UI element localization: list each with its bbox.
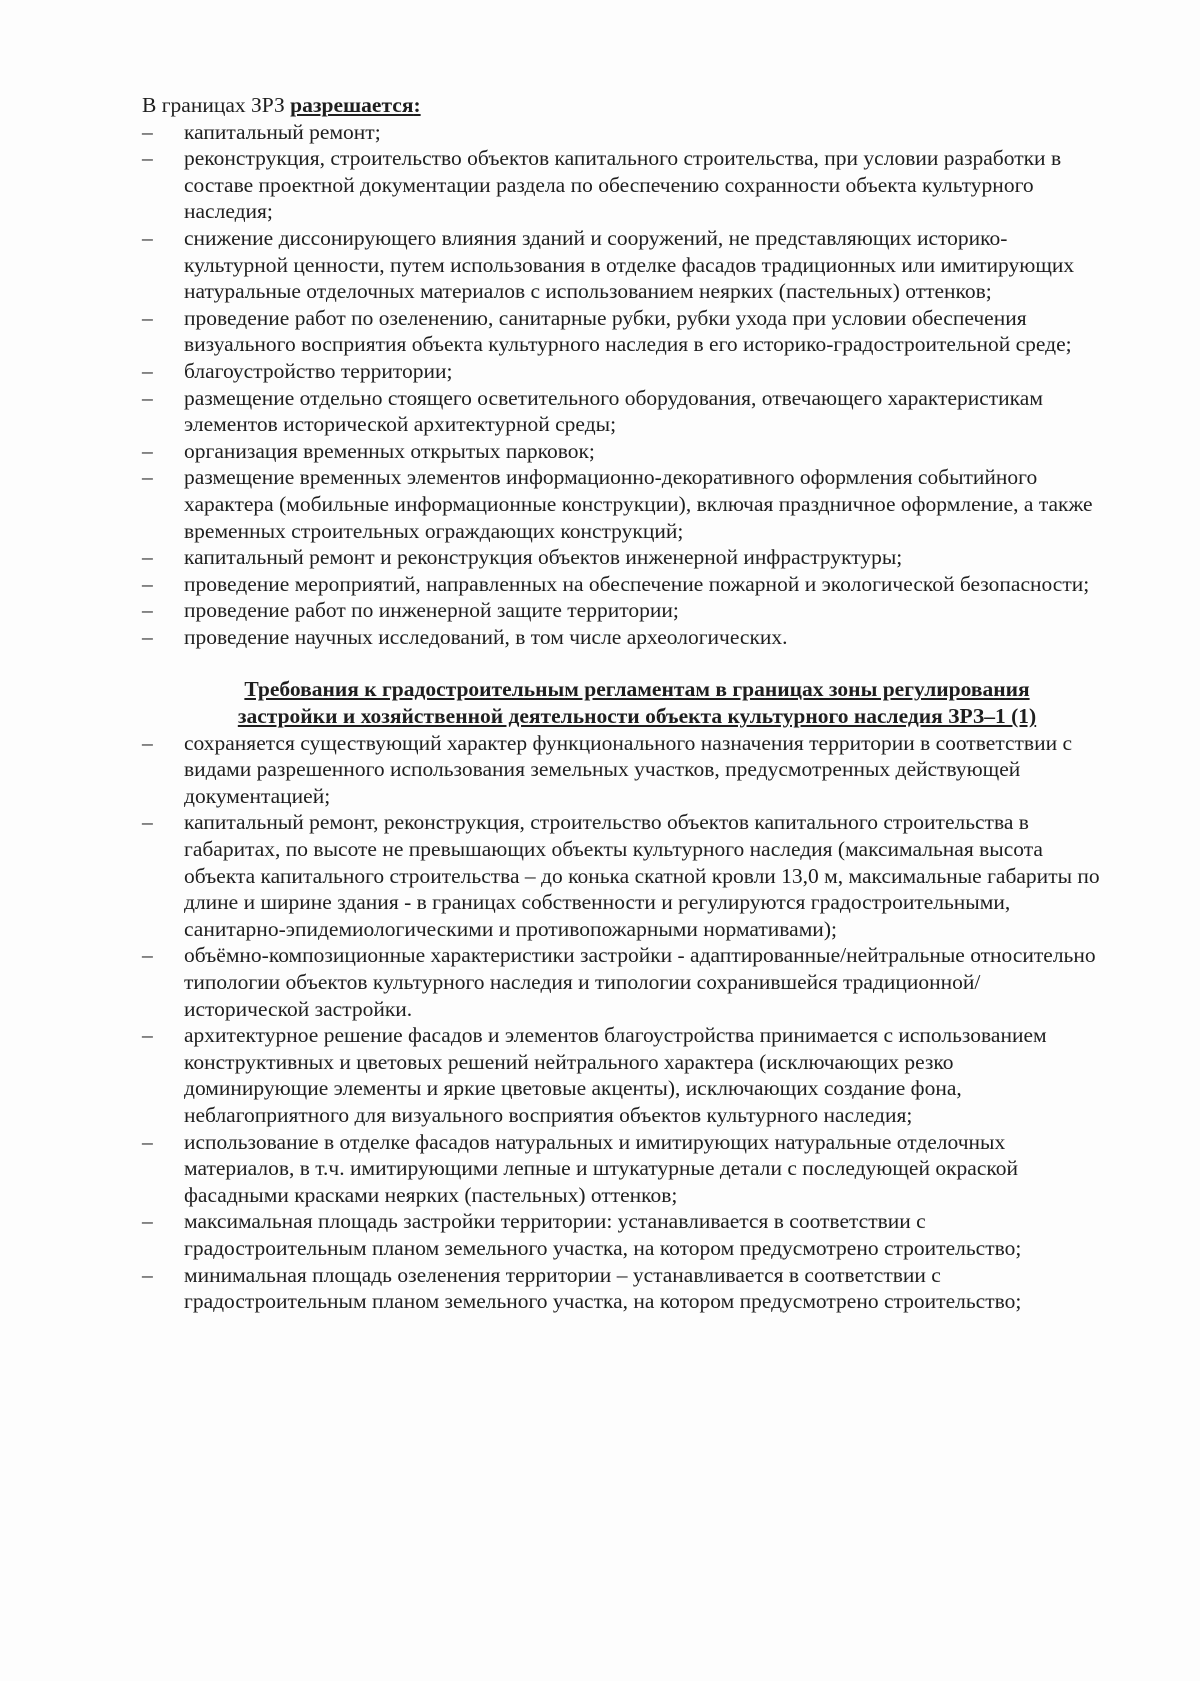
list-item <box>142 1262 1102 1315</box>
list-item-text: реконструкция, строительство объектов капитального строительства, при условии разработки в составе проектной документации раздела по обеспечению сохранности объекта культурного наследия; <box>184 146 1062 224</box>
list-item <box>142 119 1102 146</box>
section1-list <box>142 119 1102 651</box>
list-item <box>142 1022 1102 1128</box>
list-item-text: благоустройство территории; <box>184 358 453 383</box>
dash-marker: – <box>142 624 153 649</box>
list-item-text: проведение мероприятий, направленных на обеспечение пожарной и экологической безопасности; <box>184 571 1090 596</box>
list-item <box>142 544 1102 571</box>
list-item-text: архитектурное решение фасадов и элементов благоустройства принимается с использованием конструктивных и цветовых решений нейтрального характера (исключающих резко доминирующие элементы и яркие цветовые акценты), исключающих создание фона, неблагоприятного для визуального восприятия объектов культурного наследия; <box>184 1023 1047 1127</box>
list-item <box>142 385 1102 438</box>
section1-intro <box>142 92 1102 119</box>
list-item-text: размещение отдельно стоящего осветительного оборудования, отвечающего характеристикам элементов исторической архитектурной среды; <box>184 385 1043 437</box>
dash-marker: – <box>142 598 153 623</box>
dash-marker: – <box>142 1129 153 1154</box>
list-item <box>142 305 1102 358</box>
list-item <box>142 1208 1102 1261</box>
list-item-text: объёмно-композиционные характеристики застройки - адаптированные/нейтральные относительно типологии объектов культурного наследия и типологии сохранившейся традиционной/исторической застройки. <box>184 943 1096 1021</box>
dash-marker: – <box>142 119 153 144</box>
section2-heading-line2: застройки и хозяйственной деятельности объекта культурного наследия ЗРЗ–1 (1) <box>237 704 1037 729</box>
list-item <box>142 571 1102 598</box>
dash-marker: – <box>142 730 153 755</box>
document-body <box>142 92 1102 1315</box>
intro-emphasis: разрешается <box>290 93 414 117</box>
dash-marker: – <box>142 465 153 490</box>
intro-suffix: : <box>413 93 421 117</box>
section2-list <box>142 730 1102 1315</box>
list-item-text: максимальная площадь застройки территории: устанавливается в соответствии с градостроительным планом земельного участка, на котором предусмотрено строительство; <box>184 1209 1022 1260</box>
list-item-text: проведение работ по озеленению, санитарные рубки, рубки ухода при условии обеспечения визуального восприятия объекта культурного наследия в его историко-градостроительной среде; <box>184 305 1072 357</box>
list-item-text: снижение диссонирующего влияния зданий и сооружений, не представляющих историко-культурной ценности, путем использования в отделке фасадов традиционных или имитирующих натуральные отделочных материалов с использованием неярких (пастельных) оттенков; <box>184 225 1075 304</box>
list-item <box>142 145 1102 225</box>
list-item-text: организация временных открытых парковок; <box>184 438 595 463</box>
list-item-text: капитальный ремонт и реконструкция объектов инженерной инфраструктуры; <box>184 545 903 570</box>
list-item <box>142 942 1102 1022</box>
list-item <box>142 225 1102 305</box>
list-item <box>142 597 1102 624</box>
list-item-text: минимальная площадь озеленения территории – устанавливается в соответствии с градостроительным планом земельного участка, на котором предусмотрено строительство; <box>184 1262 1022 1314</box>
dash-marker: – <box>142 385 153 410</box>
list-item <box>142 730 1102 810</box>
list-item <box>142 1129 1102 1209</box>
list-item-text: сохраняется существующий характер функционального назначения территории в соответствии с видами разрешенного использования земельных участков, предусмотренных действующей документацией; <box>184 730 1073 808</box>
dash-marker: – <box>142 1262 153 1287</box>
list-item-text: проведение научных исследований, в том числе археологических. <box>184 624 788 649</box>
dash-marker: – <box>142 1023 153 1048</box>
dash-marker: – <box>142 810 153 835</box>
list-item <box>142 809 1102 942</box>
intro-prefix: В границах ЗРЗ <box>142 93 291 117</box>
list-item-text: капитальный ремонт, реконструкция, строительство объектов капитального строительства в габаритах, по высоте не превышающих объекты культурного наследия (максимальная высота объекта капитального строительства – до конька скатной кровли 13,0 м, максимальные габариты по длине и ширине здания - в границах собственности и регулируются градостроительными, санитарно-эпидемиологическими и противопожарными нормативами); <box>184 810 1100 941</box>
dash-marker: – <box>142 943 153 968</box>
list-item-text: капитальный ремонт; <box>184 119 381 144</box>
dash-marker: – <box>142 438 153 463</box>
dash-marker: – <box>142 305 153 330</box>
dash-marker: – <box>142 1209 153 1234</box>
list-item-text: проведение работ по инженерной защите территории; <box>184 598 679 623</box>
list-item <box>142 464 1102 544</box>
dash-marker: – <box>142 146 153 171</box>
list-item <box>142 358 1102 385</box>
list-item-text: использование в отделке фасадов натуральных и имитирующих натуральные отделочных материалов, в т.ч. имитирующими лепные и штукатурные детали с последующей окраской фасадными красками неярких (пастельных) оттенков; <box>184 1129 1018 1207</box>
list-item <box>142 624 1102 651</box>
section2-heading <box>142 676 1102 729</box>
list-item <box>142 438 1102 465</box>
dash-marker: – <box>142 225 153 250</box>
dash-marker: – <box>142 545 153 570</box>
list-item-text: размещение временных элементов информационно-декоративного оформления событийного характера (мобильные информационные конструкции), включая праздничное оформление, а также временных строительных ограждающих конструкций; <box>184 465 1093 543</box>
dash-marker: – <box>142 358 153 383</box>
dash-marker: – <box>142 571 153 596</box>
section2-heading-line1: Требования к градостроительным регламентам в границах зоны регулирования <box>244 677 1030 702</box>
